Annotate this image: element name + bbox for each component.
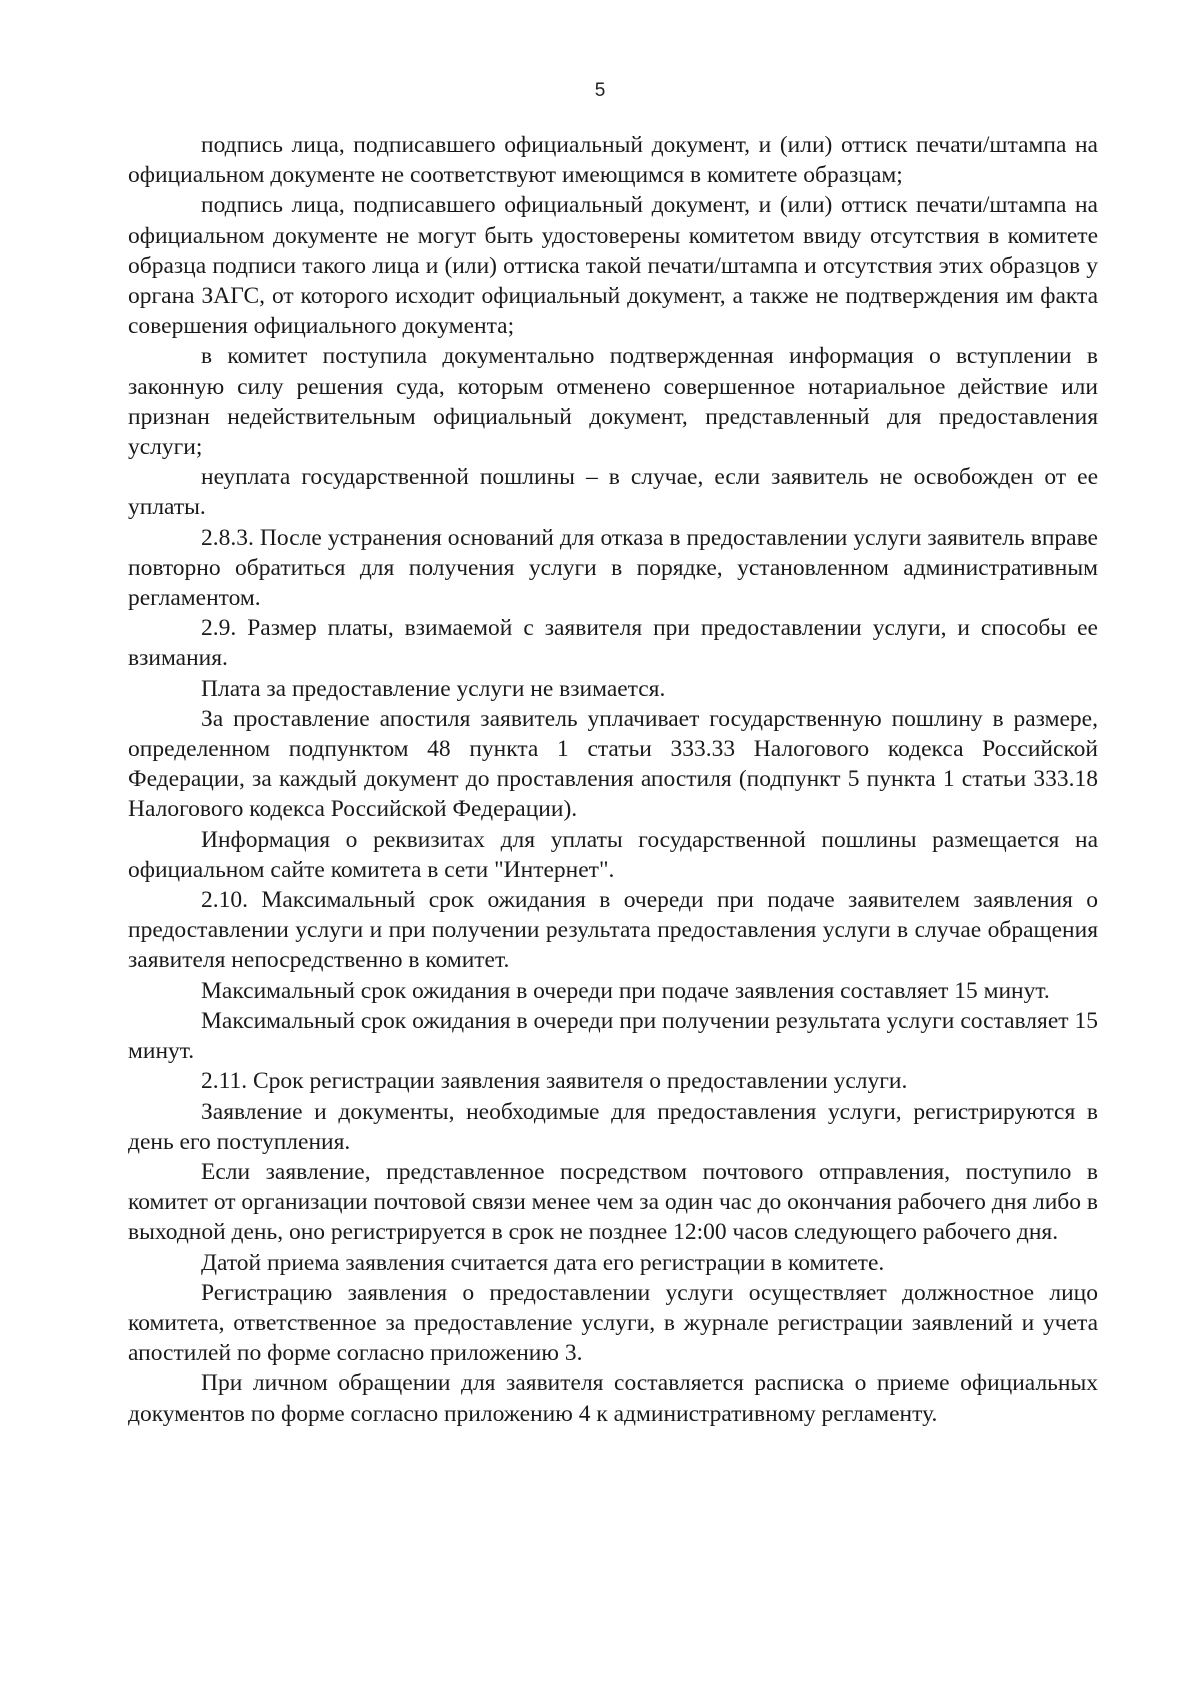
paragraph: подпись лица, подписавшего официальный документ, и (или) оттиск печати/штампа на официальном документе не могут быть удостоверены комитетом ввиду отсутствия в комитете образца подписи такого лица и (или) оттиска такой печати/штампа и отсутствия этих образцов у органа ЗАГС, от которого исходит официальный документ, а также не подтверждения им факта совершения официального документа; [128, 192, 1098, 340]
paragraph: в комитет поступила документально подтвержденная информация о вступлении в законную силу решения суда, которым отменено совершенное нотариальное действие или признан недействительным официальный документ, представленный для предоставления услуги; [128, 343, 1098, 461]
paragraph: 2.11. Срок регистрации заявления заявителя о предоставлении услуги. [201, 1068, 908, 1095]
paragraph: 2.8.3. После устранения оснований для отказа в предоставлении услуги заявитель вправе повторно обратиться для получения услуги в порядке, установленном административным регламентом. [128, 524, 1098, 612]
paragraph: Информация о реквизитах для уплаты государственной пошлины размещается на официальном сайте комитета в сети "Интернет". [128, 826, 1098, 883]
paragraph: За проставление апостиля заявитель уплачивает государственную пошлину в размере, определенном подпунктом 48 пункта 1 статьи 333.33 Налогового кодекса Российской Федерации, за каждый документ до проставления апостиля (подпункт 5 пункта 1 статьи 333.18 Налогового кодекса Российской Федерации). [128, 705, 1098, 823]
paragraph: Заявление и документы, необходимые для предоставления услуги, регистрируются в день его поступления. [128, 1098, 1098, 1155]
paragraph: Датой приема заявления считается дата его регистрации в комитете. [201, 1249, 885, 1276]
paragraph: 2.9. Размер платы, взимаемой с заявителя при предоставлении услуги, и способы ее взимания. [128, 615, 1098, 672]
paragraph: Плата за предоставление услуги не взимается. [201, 675, 666, 702]
paragraph: Максимальный срок ожидания в очереди при получении результата услуги составляет 15 минут. [128, 1007, 1098, 1065]
paragraph: Максимальный срок ожидания в очереди при подаче заявления составляет 15 минут. [201, 977, 1050, 1004]
paragraph: Регистрацию заявления о предоставлении услуги осуществляет должностное лицо комитета, ответственное за предоставление услуги, в журнале регистрации заявлений и учета апостилей по форме согласно приложению 3. [128, 1279, 1098, 1367]
paragraph: подпись лица, подписавшего официальный документ, и (или) оттиск печати/штампа на официальном документе не соответствуют имеющимся в комитете образцам; [128, 132, 1098, 189]
paragraph: 2.10. Максимальный срок ожидания в очереди при подаче заявителем заявления о предоставлении услуги и при получении результата предоставления услуги в случае обращения заявителя непосредственно в комитет. [128, 887, 1098, 974]
page-number: 5 [594, 80, 606, 101]
paragraph: Если заявление, представленное посредством почтового отправления, поступило в комитет от организации почтовой связи менее чем за один час до окончания рабочего дня либо в выходной день, оно регистрируется в срок не позднее 12:00 часов следующего рабочего дня. [128, 1158, 1098, 1246]
document-body [128, 130, 1098, 1429]
paragraph: неуплата государственной пошлины – в случае, если заявитель не освобожден от ее уплаты. [128, 464, 1098, 521]
paragraph: При личном обращении для заявителя составляется расписка о приеме официальных документов по форме согласно приложению 4 к административному регламенту. [128, 1370, 1098, 1427]
